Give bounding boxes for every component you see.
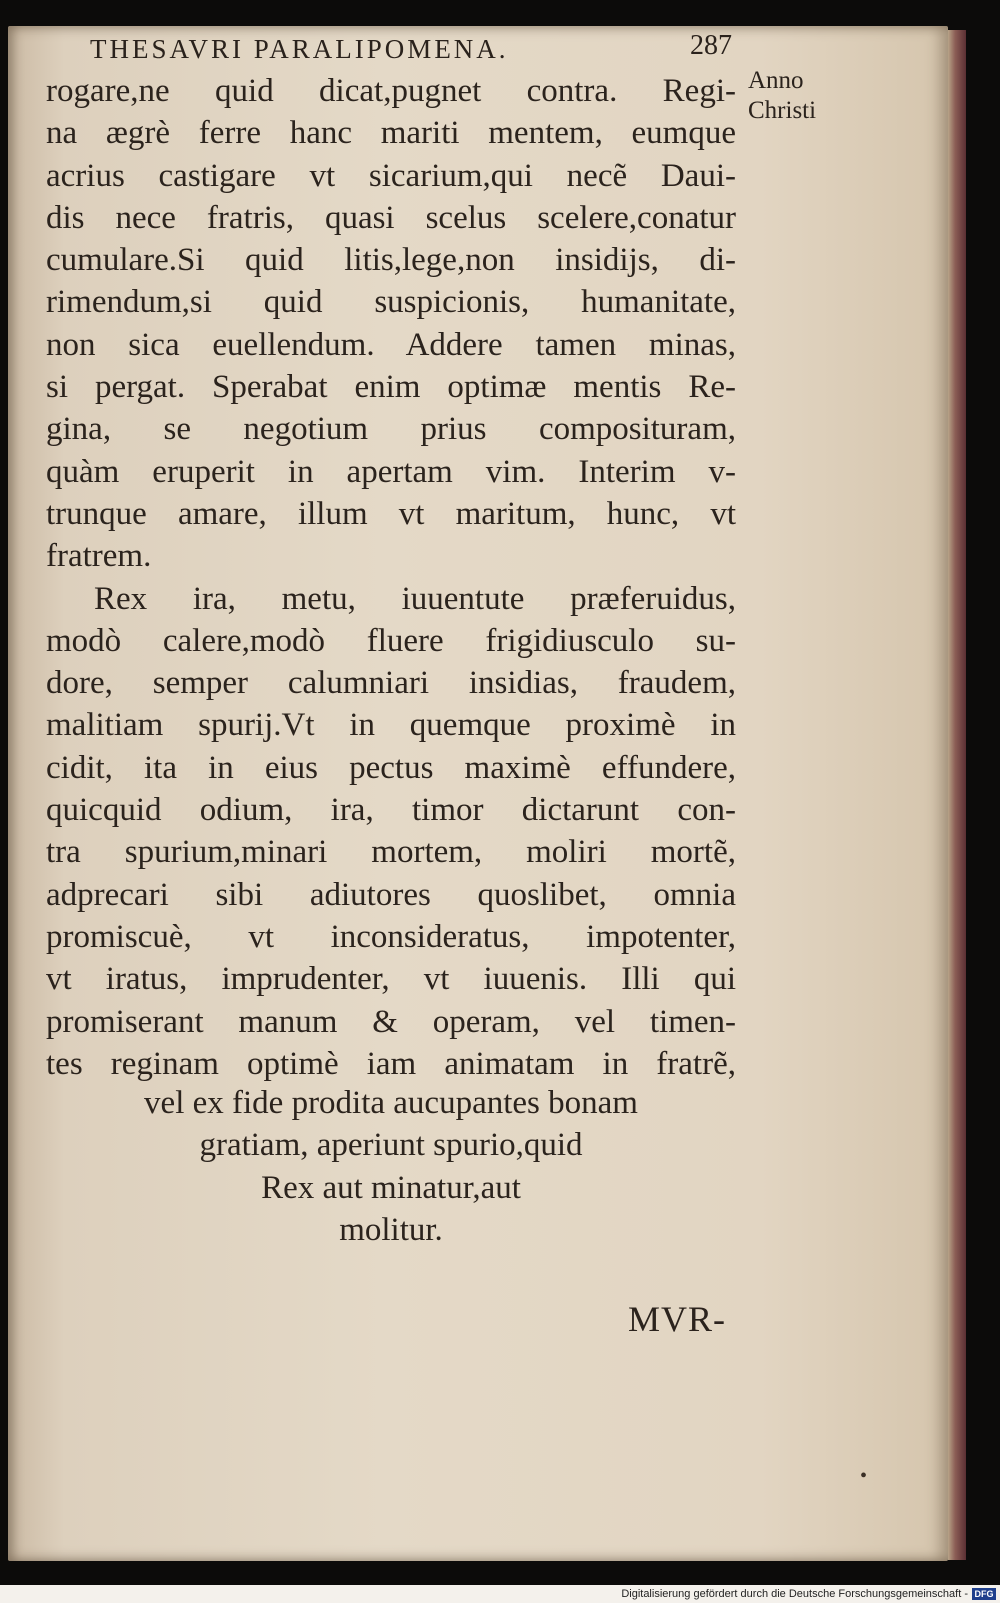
text-line: Rex ira, metu, iuuentute præferuidus, xyxy=(94,580,736,617)
text-line: cumulare.Si quid litis,lege,non insidijs, di- xyxy=(46,242,736,279)
dfg-logo: DFG xyxy=(972,1588,996,1600)
text-line: cidit, ita in eius pectus maximè effundere, xyxy=(46,749,736,786)
text-line: Rex aut minatur,aut xyxy=(261,1169,521,1206)
text-line: vel ex fide prodita aucupantes bonam xyxy=(144,1085,638,1121)
text-line: rimendum,si quid suspicionis, humanitate, xyxy=(46,284,736,321)
text-line: quicquid odium, ira, timor dictarunt con- xyxy=(46,792,736,829)
text-line: fratrem. xyxy=(46,538,152,575)
text-line: adprecari sibi adiutores quoslibet, omnia xyxy=(46,876,736,913)
text-line: quàm eruperit in apertam vim. Interim v- xyxy=(46,453,736,490)
text-line: vt iratus, imprudenter, vt iuuenis. Illi qui xyxy=(46,961,736,998)
margin-note-line: Anno xyxy=(748,67,804,94)
margin-note-line: Christi xyxy=(748,97,817,124)
text-line: rogare,ne quid dicat,pugnet contra. Regi- xyxy=(46,73,736,109)
text-line: trunque amare, illum vt maritum, hunc, vt xyxy=(46,495,736,532)
text-line: molitur. xyxy=(339,1211,443,1248)
text-line: malitiam spurij.Vt in quemque proximè in xyxy=(46,707,736,744)
text-line: non sica euellendum. Addere tamen minas, xyxy=(46,326,736,363)
text-line: dore, semper calumniari insidias, fraudem, xyxy=(46,665,736,702)
page-edge xyxy=(948,30,966,1560)
running-head: THESAVRI PARALIPOMENA. xyxy=(90,34,509,64)
text-line: tra spurium,minari mortem, moliri mortẽ, xyxy=(46,834,736,871)
text-line: gratiam, aperiunt spurio,quid xyxy=(199,1127,583,1164)
body-text xyxy=(46,70,736,1085)
margin-note xyxy=(748,66,816,126)
text-line: gina, se negotium prius composituram, xyxy=(46,411,736,448)
page-number: 287 xyxy=(690,30,732,61)
text-line: na ægrè ferre hanc mariti mentem, eumque xyxy=(46,115,736,152)
text-line: si pergat. Sperabat enim optimæ mentis Re- xyxy=(46,369,736,406)
footer-credit: Digitalisierung gefördert durch die Deutsche Forschungsgemeinschaft - xyxy=(621,1588,968,1600)
text-line: promiserant manum & operam, vel timen- xyxy=(46,1003,736,1040)
ink-mark: • xyxy=(860,1465,868,1487)
text-line: tes reginam optimè iam animatam in fratrẽ, xyxy=(46,1045,736,1082)
closing-paragraph xyxy=(46,1082,736,1251)
text-line: dis nece fratris, quasi scelus scelere,conatur xyxy=(46,199,736,236)
text-line: modò calere,modò fluere frigidiusculo su- xyxy=(46,622,736,659)
text-line: promiscuè, vt inconsideratus, impotenter, xyxy=(46,918,736,955)
text-line: acrius castigare vt sicarium,qui necẽ Daui- xyxy=(46,157,736,194)
catchword: MVR- xyxy=(628,1299,727,1339)
